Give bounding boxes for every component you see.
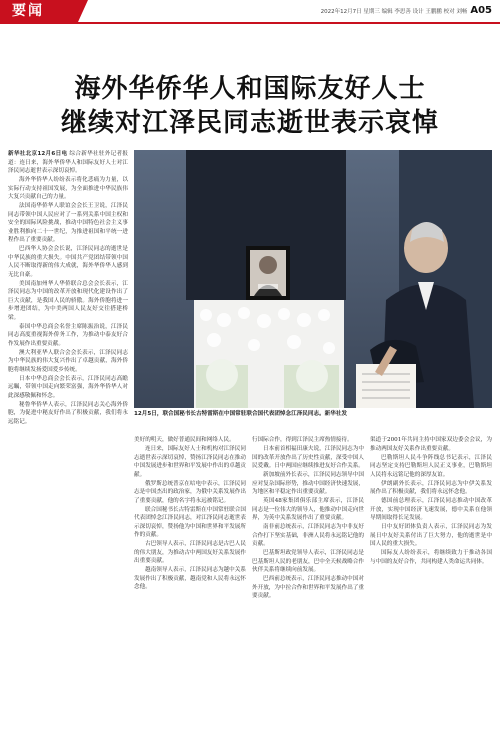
portrait-face: [259, 256, 277, 274]
article-column-1: [8, 150, 128, 742]
paragraph: 伊朗副外长表示，江泽民同志为中伊关系发展作出了积极贡献，我们将永远怀念他。: [370, 480, 492, 495]
paragraph: 美好的明天，做好普通民间和网络人民。: [134, 437, 235, 443]
condolence-scene-photo: [134, 150, 492, 408]
page-number: A05: [470, 5, 492, 16]
condolence-book: [356, 364, 416, 408]
paragraph: 渠道于2001年共同主持中国家双边委会会议，为推动两国友好关系作出重要贡献。: [370, 437, 492, 452]
paragraph: 越南领导人表示，江泽民同志为越中关系发展作出了积极贡献，越南党和人民将永远怀念他。: [134, 567, 246, 590]
paragraph: 英国48家集团俱乐部主席表示，江泽民同志是一位伟大的领导人，他推动中国走向世界，为英中关系发展作出了重要贡献。: [252, 498, 364, 521]
masthead: [0, 0, 500, 24]
bouquet-left-flowers: [206, 359, 238, 391]
paragraph: 海外华侨华人纷纷表示将化悲痛为力量，以实际行动支持祖国发展，为全面推进中华民族伟大复兴贡献自己的力量。: [8, 177, 128, 200]
paragraph: 巴西前总统表示，江泽民同志推动中国对外开放，为中拉合作和世界和平发展作出了重要贡献。: [252, 576, 364, 599]
paragraph: 日本中华总商会会长表示，江泽民同志高瞻远瞩，带领中国走向繁荣富强，海外华侨华人对此深感敬佩和怀念。: [8, 375, 128, 399]
paragraph: 新加坡前外长表示，江泽民同志领导中国应对复杂国际形势，推动中国经济快速发展，为地区和平稳定作出重要贡献。: [252, 472, 364, 495]
paragraph: 法国南华侨华人联谊会会长王卫说，江泽民同志带领中国人民应对了一系列关系中国主权和安全的国际风险挑战，推动中国特色社会主义事业胜利推向二十一世纪，为推进祖国和平统一进程作出了重要贡献。: [8, 203, 128, 243]
article-column-3: [252, 436, 364, 742]
paragraph: 联合国秘书长古特雷斯在中国常驻联合国代表团悼念江泽民同志，对江泽民同志逝世表示深切哀悼，赞扬他为中国和世界和平发展所作的贡献。: [134, 506, 246, 538]
paragraph: 古巴领导人表示，江泽民同志是古巴人民的伟大朋友，为推动古中两国友好关系发展作出重要贡献。: [134, 541, 246, 564]
portrait-glasses: [258, 284, 278, 289]
paragraph: 巴基斯坦政党领导人表示，江泽民同志是巴基斯坦人民的老朋友，巴中全天候战略合作伙伴关系将继续向前发展。: [252, 550, 364, 573]
news-photo: [134, 150, 492, 408]
paragraph: 行国际合作，得到江泽民主席热情接待。: [252, 437, 353, 443]
paragraph: 日本前首相福田康夫说，江泽民同志为中国的改革开放作出了历史性贡献，深受中国人民爱戴。日中两国应继续推进友好合作关系。: [252, 446, 364, 469]
paragraph: 南非前总统表示，江泽民同志为中非友好合作打下坚实基础，非洲人民将永远铭记他的贡献。: [252, 524, 364, 547]
article-column-4: [370, 436, 492, 742]
article-column-2: [134, 436, 246, 742]
paragraph: 巴勒斯坦人民斗争阵线总书记表示，江泽民同志坚定支持巴勒斯坦人民正义事业，巴勒斯坦人民将永远铭记他的深厚友谊。: [370, 454, 492, 478]
dateline-text: 2022年12月7日 星期三 编辑 李思善 设计 王鹏鹏 校对 刘畅: [320, 8, 468, 15]
headline-line-2: 继续对江泽民同志逝世表示哀悼: [60, 108, 439, 138]
paragraph: 澳大利亚华人联合会会长表示，江泽民同志为中华民族的伟大复兴作出了卓越贡献，海外侨胞将继续发扬爱国爱乡传统。: [8, 349, 128, 373]
paragraph: 连日来，国际友好人士和机构对江泽民同志逝世表示深切哀悼，赞扬江泽民同志在推动中国发展进步和世界和平发展中作出的卓越贡献。: [134, 446, 246, 478]
paragraph: 俄罗斯总统普京在唁电中表示，江泽民同志是中国杰出的政治家，为俄中关系发展作出了重要贡献，他的名字将永远被铭记。: [134, 480, 246, 504]
lead-text: 综合新华社驻外记者报道：连日来，海外华侨华人和国际友好人士对江泽民同志逝世表示深切哀悼。: [8, 151, 128, 174]
paragraph: 国际友人纷纷表示，将继续致力于推动各国与中国的友好合作，共同构建人类命运共同体。: [370, 550, 492, 565]
dateline: [321, 5, 492, 16]
section-tag: 要闻: [0, 0, 78, 22]
paragraph: 日中友好团体负责人表示，江泽民同志为发展日中友好关系付出了巨大努力，他的逝世是中国人民的重大损失。: [370, 524, 492, 547]
paragraph: 美国南加州华人华侨联合总会会长表示，江泽民同志为中国的改革开放和现代化建设作出了巨大贡献，是我国人民的骄傲。海外侨胞将进一步增进团结，为中美两国人民友好交往搭建桥梁。: [8, 280, 128, 321]
headline-line-1: 海外华侨华人和国际友好人士: [74, 74, 426, 104]
bouquet-right-flowers: [296, 360, 328, 392]
lead-dateline: 新华社北京12月6日电: [8, 151, 68, 157]
paragraph: 秘鲁华侨华人表示，江泽民同志关心海外侨胞，为促进中秘友好作出了积极贡献，我们将永远铭记。: [8, 401, 128, 425]
paragraph: 德国前总理表示，江泽民同志推动中国改革开放，实现中国经济飞速发展，德中关系在他领导期间取得长足发展。: [370, 498, 492, 521]
paragraph: 泰国中华总商会名誉主席陈振治说，江泽民同志高度重视海外侨务工作，为推动中泰友好合作发展作出重要贡献。: [8, 323, 128, 347]
photo-caption: 12月5日，联合国秘书长古特雷斯在中国常驻联合国代表团悼念江泽民同志。新华社发: [134, 411, 348, 417]
article-lead: [8, 150, 128, 176]
paragraph: 巴西华人协会会长说，江泽民同志的逝世是中华民族的重大损失。中国共产党团结带领中国人民不断取得新的伟大成就，海外华侨华人感到无比自豪。: [8, 246, 128, 278]
